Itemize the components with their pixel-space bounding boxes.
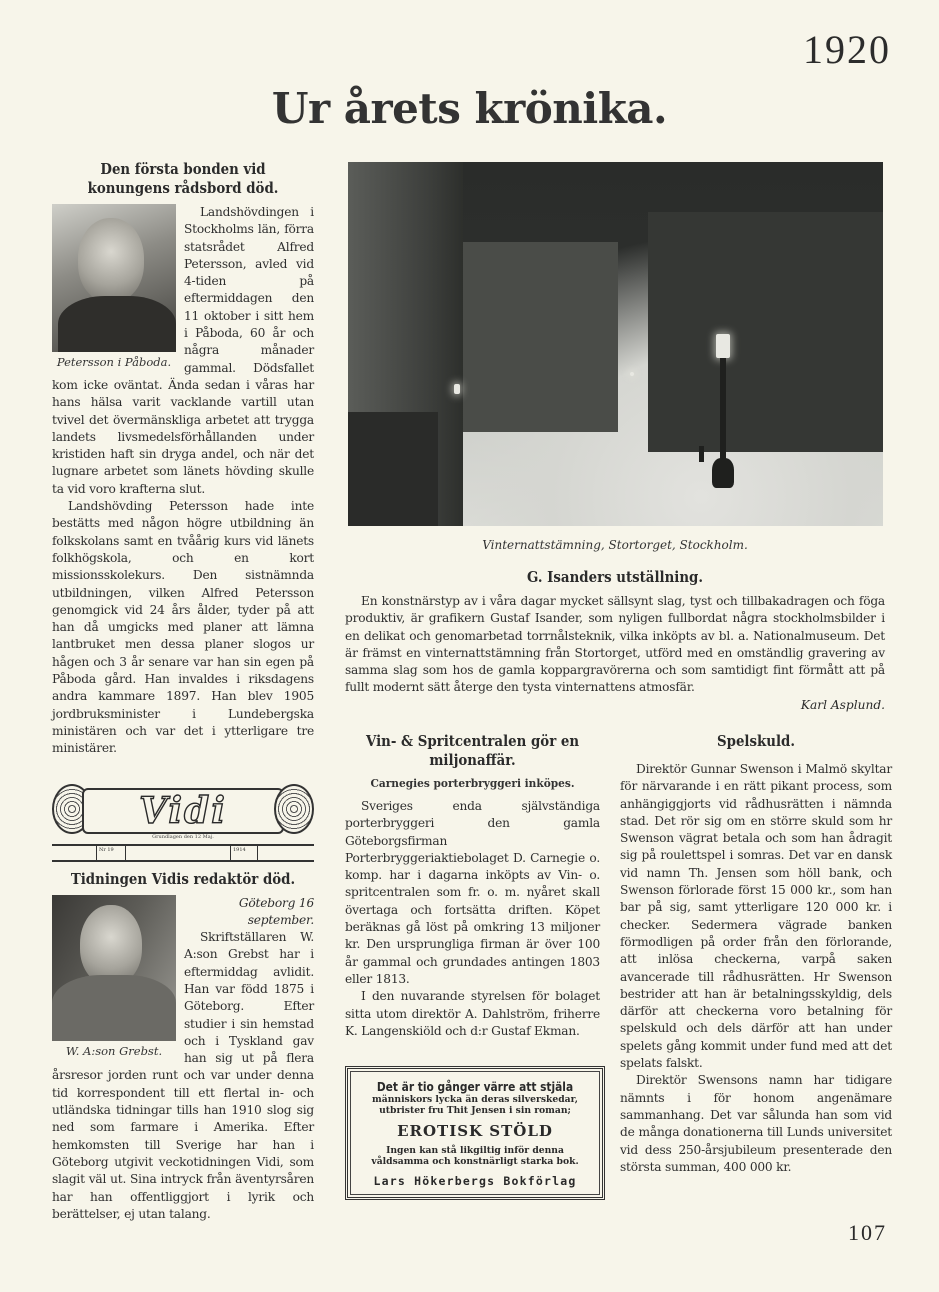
ad-headline: Det är tio gånger värre att stjäla	[376, 1079, 574, 1095]
photo-caption: Petersson i Påboda.	[56, 355, 172, 369]
article-subheadline: Carnegies porterbryggeri inköpes.	[370, 776, 575, 790]
right-column	[620, 732, 892, 1176]
portrait-photo-petersson	[52, 204, 176, 352]
ad-text: människors lycka än deras silverskedar, utbrister fru Thit Jensen i sin roman;	[372, 1094, 578, 1117]
painting-image-stortorget	[348, 162, 883, 526]
middle-column	[345, 732, 600, 1200]
article-paragraph: Sveriges enda självständiga porterbryggeri den gamla Göteborgsfirman Porterbryggeriaktiebolaget D. Carnegie o. komp. har i dagarna inköpts av Vin- o. spritcentralen som fr. o. m. nyåret skall övertaga och fortsätta driften. Köpet beräknas gå löst på omkring 13 miljoner kr. Den ursprungliga firman är över 100 år gammal och grundades antingen 1803 eller 1813.	[345, 799, 600, 986]
dateline: Göteborg 16 september.	[238, 895, 314, 927]
photo-caption: W. A:son Grebst.	[65, 1043, 163, 1058]
distant-light	[630, 372, 634, 376]
article-headline: Tidningen Vidis redaktör död.	[70, 870, 296, 888]
article-paragraph: Landshövdingen i Stockholms län, förra statsrådet Alfred Petersson, avled vid 4-tiden på eftermiddagen den 11 oktober i sitt hem i Påboda, 60 år och några månader gammal. Dödsfallet kom icke oväntat. Ända sedan i våras har hans hälsa varit vacklande vartill utan tvivel det övermänskliga arbetet att trygga landets livsmedelsförhållanden under kristiden haft sin dryga andel, och när det lugnare arbetet som länets hövding skulle ta vid voro krafterna slut.	[52, 205, 314, 496]
book-advertisement	[345, 1066, 605, 1200]
article-paragraph: En konstnärstyp av i våra dagar mycket sällsynt slag, tyst och tillbakadragen och föga produktiv, är grafikern Gustaf Isander, som nyligen fullbordat några stockholmsbilder i en delikat och genomarbetad torrnålsteknik, vilka inköpts av bl. a. Nationalmuseum. Det är främst en vinternattstämning från Stortorget, utförd med en omständlig gravering av samma slag som hos de gamla koppargravörerna och som samtidigt fint förmått att på fullt modernt sätt återge den tysta vinternattens atmosfär.	[345, 594, 885, 695]
article-grebst	[52, 870, 314, 1224]
building-right	[648, 212, 883, 452]
article-headline: Vin- & Spritcentralen gör en miljonaffär.	[365, 733, 580, 769]
lamp-light	[716, 334, 730, 358]
masthead-scroll	[82, 788, 284, 834]
ad-text: Ingen kan stå likgiltig inför denna våldsamma och konstnärligt starka bok.	[371, 1145, 579, 1168]
article-vin-spritcentralen	[345, 732, 600, 1040]
masthead-subline: Grundlagen den 12 Maj.	[152, 833, 214, 840]
article-paragraph: Skriftställaren W. A:son Grebst har i eftermiddag avlidit. Han var född 1875 i Göteborg. Efter studier i sin hemstad och i Tyskland gav han sig ut på flera årsresor jorden runt och var under denna tid korrespondent till ett flertal in- och utländska tidningar tills han 1910 slog sig ned som farmare i Amerika. Efter hemkomsten till Sverige har han i Göteborg utgivit veckotidningen Vidi, som slagit väl ut. Sina intryck från äventyrsåren har han offentliggjort i lyrik och berättelser, ej utan talang.	[52, 930, 314, 1221]
hydrant	[699, 446, 704, 462]
article-paragraph: Direktör Gunnar Swenson i Malmö skyltar för närvarande i en rätt pikant process, som anhängiggjorts vid rådhusrätten i nämnda stad. Det rör sig om en större skuld som hr Swenson vägrat betala och som han ådragit sig på roulettspel i somras. Det var en dansk vid namn Th. Jensen som höll bank, och Swenson förlorade först 15 000 kr., som han bar på sig, samt ytterligare 120 000 kr. i checker. Sedermera vägrade banken förmodligen på order från den förlorande, att inlösa checkerna, varpå saken avancerade till rådhusrätten. Hr Swenson bestrider att han är betalningsskyldig, dels därför att checkerna voro betalning för spelskuld och dels därför att han under spelets gång kommit under fund med att det spelats falskt.	[620, 762, 892, 1071]
ad-book-title: EROTISK STÖLD	[397, 1122, 553, 1141]
masthead-info-bar: Nr 19 1914	[52, 844, 314, 862]
rose-ornament-icon	[274, 784, 314, 834]
article-headline: Den första bonden vid konungens rådsbord död.	[87, 161, 279, 197]
article-isander	[345, 568, 885, 712]
lamp-post	[720, 358, 726, 468]
author-signature: Karl Asplund.	[800, 697, 885, 712]
building-center	[463, 242, 618, 432]
lamp-base	[712, 458, 734, 488]
article-headline: G. Isanders utställning.	[526, 569, 704, 586]
article-paragraph: Direktör Swensons namn har tidigare nämnts i för honom angenämare sammanhang. Det var sålunda han som vid de många donationerna till Lunds universitet vid dess 250-årsjubileum presenterade den största summan, 400 000 kr.	[620, 1073, 892, 1174]
ad-publisher: Lars Hökerbergs Bokförlag	[373, 1174, 577, 1189]
vidi-masthead-image	[52, 784, 314, 862]
left-column	[52, 160, 314, 1223]
lamp-light	[454, 384, 460, 394]
portrait-photo-grebst	[52, 895, 176, 1041]
page-number: 107	[848, 1220, 887, 1245]
portrait-figure-grebst	[52, 895, 176, 1058]
article-paragraph: I den nuvarande styrelsen för bolaget sitta utom direktör A. Dahlström, friherre K. Langenskiöld och d:r Gustaf Ekman.	[345, 989, 600, 1038]
page-title: Ur årets krönika.	[271, 84, 668, 133]
year-heading: 1920	[803, 27, 891, 72]
painting-caption: Vinternattstämning, Stortorget, Stockholm.	[482, 538, 748, 552]
article-spelskuld	[620, 732, 892, 1176]
vidi-logo: Vidi	[139, 789, 227, 832]
portrait-figure-petersson	[52, 204, 176, 369]
article-paragraph: Landshövding Petersson hade inte bestätts med någon högre utbildning än folkskolans samt en tvåårig kurs vid länets folkhögskola, och en kort missionsskolekurs. Den sistnämnda utbildningen, vilken Alfred Petersson genomgick vid 24 års ålder, tyder på att han då umgicks med planer att lämna lantbruket men dessa planer slogos ur hågen och 3 år senare var han sin egen på Påboda gård. Han invaldes i riksdagens andra kammare 1897. Han blev 1905 jordbruksminister i Lundebergska ministären och var det i ytterligare tre ministärer.	[52, 499, 314, 756]
article-petersson	[52, 160, 314, 758]
building-shadow	[348, 412, 438, 526]
article-headline: Spelskuld.	[716, 733, 795, 750]
